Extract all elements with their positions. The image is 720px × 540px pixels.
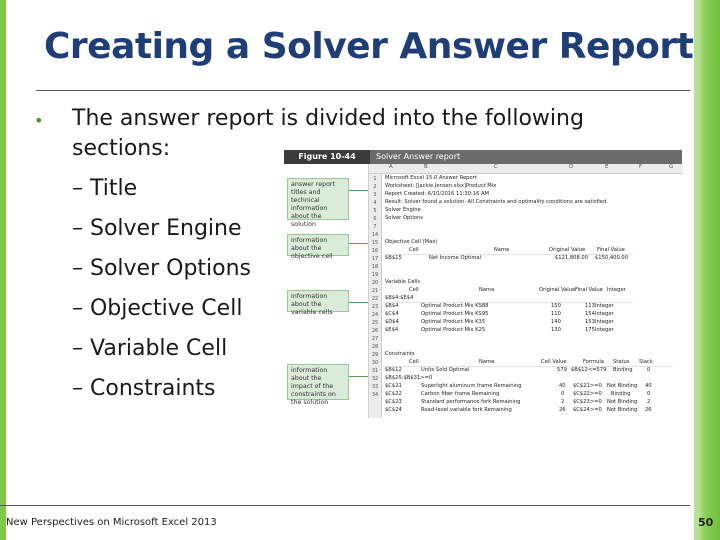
row-number: 17	[371, 256, 379, 262]
table-cell: Optimal Product Mix K35	[421, 319, 486, 325]
table-cell: $121,808.00	[555, 255, 589, 261]
table-cell: $B$25:$B$31>=0	[385, 375, 433, 381]
table-cell: Not Binding	[607, 383, 638, 389]
table-cell: 26	[645, 407, 652, 413]
table-cell: Superlight aluminum frame Remaining	[421, 383, 522, 389]
row-number: 30	[371, 360, 379, 366]
table-cell: 0	[561, 391, 565, 397]
table-cell: Units Sold Optimal	[421, 367, 470, 373]
table-cell: $C$21>=0	[573, 383, 602, 389]
row-number: 1	[373, 176, 377, 182]
row-numbers	[369, 174, 382, 418]
row-number: 6	[373, 216, 377, 222]
table-cell: Binding	[613, 367, 633, 373]
table-header: Status	[613, 359, 630, 365]
row-number: 7	[373, 224, 377, 230]
table-cell: Optimal Product Mix KS95	[421, 311, 489, 317]
table-header: Slack	[639, 359, 653, 365]
table-cell: 40	[559, 383, 566, 389]
section-heading: Constraints	[385, 351, 415, 357]
row-number: 20	[371, 280, 379, 286]
row-number: 25	[371, 320, 379, 326]
report-line: Solver Engine	[385, 207, 421, 213]
row-number: 32	[371, 376, 379, 382]
table-header: Original Value	[549, 247, 586, 253]
table-cell: 579	[557, 367, 567, 373]
table-cell: $150,400.00	[595, 255, 629, 261]
sub-item-title: – Title	[72, 176, 138, 201]
table-cell: $B$4	[385, 303, 399, 309]
table-cell: Carbon fiber frame Remaining	[421, 391, 500, 397]
table-cell: $B$4:$E$4	[385, 295, 414, 301]
table-cell: 2	[561, 399, 565, 405]
row-number: 2	[373, 184, 377, 190]
table-cell: Net Income Optimal	[429, 255, 482, 261]
column-header: A	[389, 164, 393, 170]
table-cell: 110	[551, 311, 561, 317]
table-cell: $C$4	[385, 311, 399, 317]
section-heading: Objective Cell (Max)	[385, 239, 438, 245]
callout-title-info: answer report titles and technical information about the solution	[287, 178, 349, 220]
table-cell: $C$24>=0	[573, 407, 602, 413]
sub-item-constraints: – Constraints	[72, 376, 216, 401]
column-header: B	[424, 164, 428, 170]
row-number: 26	[371, 328, 379, 334]
table-header: Cell Value	[541, 359, 567, 365]
table-cell: Binding	[611, 391, 631, 397]
table-cell: Standard performance fork Remaining	[421, 399, 521, 405]
table-header: Integer	[607, 287, 626, 293]
table-cell: 153	[585, 319, 595, 325]
table-cell: $C$22	[385, 391, 402, 397]
table-cell: 175	[585, 327, 595, 333]
table-header: Final Value	[597, 247, 625, 253]
table-header: Final Value	[575, 287, 603, 293]
table-header: Cell	[409, 359, 419, 365]
sub-item-solver-engine: – Solver Engine	[72, 216, 242, 241]
slide-title: Creating a Solver Answer Report	[44, 26, 694, 67]
left-accent-bar	[0, 0, 6, 540]
bullet-text: The answer report is divided into the following sections:	[72, 106, 584, 161]
table-cell: Integer	[595, 311, 614, 317]
figure-caption: Solver Answer report	[376, 152, 461, 161]
figure-header	[284, 150, 682, 164]
row-number: 15	[371, 240, 379, 246]
row-number: 29	[371, 352, 379, 358]
row-number: 18	[371, 264, 379, 270]
sub-item-solver-options: – Solver Options	[72, 256, 252, 281]
row-number: 34	[371, 392, 379, 398]
table-header: Cell	[409, 287, 419, 293]
table-cell: Not Binding	[607, 407, 638, 413]
column-header: C	[494, 164, 498, 170]
footer-divider	[0, 505, 690, 506]
table-cell: 113	[585, 303, 595, 309]
report-line: Worksheet: [Jackie Jensen.xlsx]Product Mix	[385, 183, 497, 189]
table-cell: 150	[551, 303, 561, 309]
table-cell: 2	[647, 399, 651, 405]
table-cell: Integer	[595, 319, 614, 325]
table-cell: $C$23	[385, 399, 402, 405]
callout-constraints: information about the impact of the constraints on the solution	[287, 364, 349, 400]
row-number: 28	[371, 344, 379, 350]
row-number: 14	[371, 232, 379, 238]
table-cell: $C$22>=0	[573, 391, 602, 397]
sub-item-objective-cell: – Objective Cell	[72, 296, 243, 321]
column-header: E	[605, 164, 609, 170]
table-cell: 40	[645, 383, 652, 389]
callout-objective-cell: information about the objective cell	[287, 234, 349, 256]
figure-number: Figure 10-44	[284, 150, 370, 164]
row-number: 16	[371, 248, 379, 254]
row-number: 27	[371, 336, 379, 342]
row-number: 33	[371, 384, 379, 390]
row-number: 31	[371, 368, 379, 374]
table-cell: $C$24	[385, 407, 402, 413]
report-line: Result: Solver found a solution. All Constraints and optimality conditions are satisfied.	[385, 199, 608, 205]
section-heading: Variable Cells	[385, 279, 421, 285]
figure-solver-answer-report	[284, 150, 682, 418]
column-header: F	[639, 164, 643, 170]
row-number: 19	[371, 272, 379, 278]
table-cell: Optimal Product Mix KS88	[421, 303, 489, 309]
footer-text: New Perspectives on Microsoft Excel 2013	[6, 517, 217, 528]
table-cell: $D$4	[385, 319, 399, 325]
table-header: Name	[494, 247, 510, 253]
column-headers	[369, 164, 683, 174]
column-header: G	[669, 164, 674, 170]
row-number: 22	[371, 296, 379, 302]
row-number: 24	[371, 312, 379, 318]
row-number: 5	[373, 208, 377, 214]
column-header: D	[569, 164, 574, 170]
row-number: 21	[371, 288, 379, 294]
title-divider	[36, 90, 690, 91]
table-cell: 26	[559, 407, 566, 413]
table-cell: 140	[551, 319, 561, 325]
row-number: 23	[371, 304, 379, 310]
table-cell: 0	[647, 391, 651, 397]
callout-variable-cells: information about the variable cells	[287, 290, 349, 312]
table-cell: Integer	[595, 327, 614, 333]
report-line: Microsoft Excel 15.0 Answer Report	[385, 175, 477, 181]
table-cell: Road-level variable fork Remaining	[421, 407, 512, 413]
table-cell: Integer	[595, 303, 614, 309]
report-line: Report Created: 6/10/2016 11:30:16 AM	[385, 191, 489, 197]
table-cell: $C$21	[385, 383, 402, 389]
table-cell: Optimal Product Mix K25	[421, 327, 486, 333]
table-cell: $E$4	[385, 327, 399, 333]
table-cell: $B$15	[385, 255, 402, 261]
sub-item-variable-cell: – Variable Cell	[72, 336, 228, 361]
table-header: Cell	[409, 247, 419, 253]
bullet-dot-icon: •	[34, 111, 44, 130]
table-cell: $B$12<=579	[571, 367, 607, 373]
table-header: Name	[479, 287, 495, 293]
row-number: 4	[373, 200, 377, 206]
table-cell: 130	[551, 327, 561, 333]
table-cell: 154	[585, 311, 595, 317]
table-cell: $B$12	[385, 367, 402, 373]
spreadsheet-view	[368, 164, 683, 418]
table-header: Name	[479, 359, 495, 365]
table-header: Original Value	[539, 287, 576, 293]
table-header: Formula	[583, 359, 604, 365]
table-cell: 0	[647, 367, 651, 373]
report-line: Solver Options	[385, 215, 423, 221]
page-number: 50	[698, 516, 714, 529]
row-number: 3	[373, 192, 377, 198]
table-cell: Not Binding	[607, 399, 638, 405]
callout-arrow	[349, 190, 369, 191]
table-cell: $C$23>=0	[573, 399, 602, 405]
right-accent-bar	[694, 0, 720, 540]
